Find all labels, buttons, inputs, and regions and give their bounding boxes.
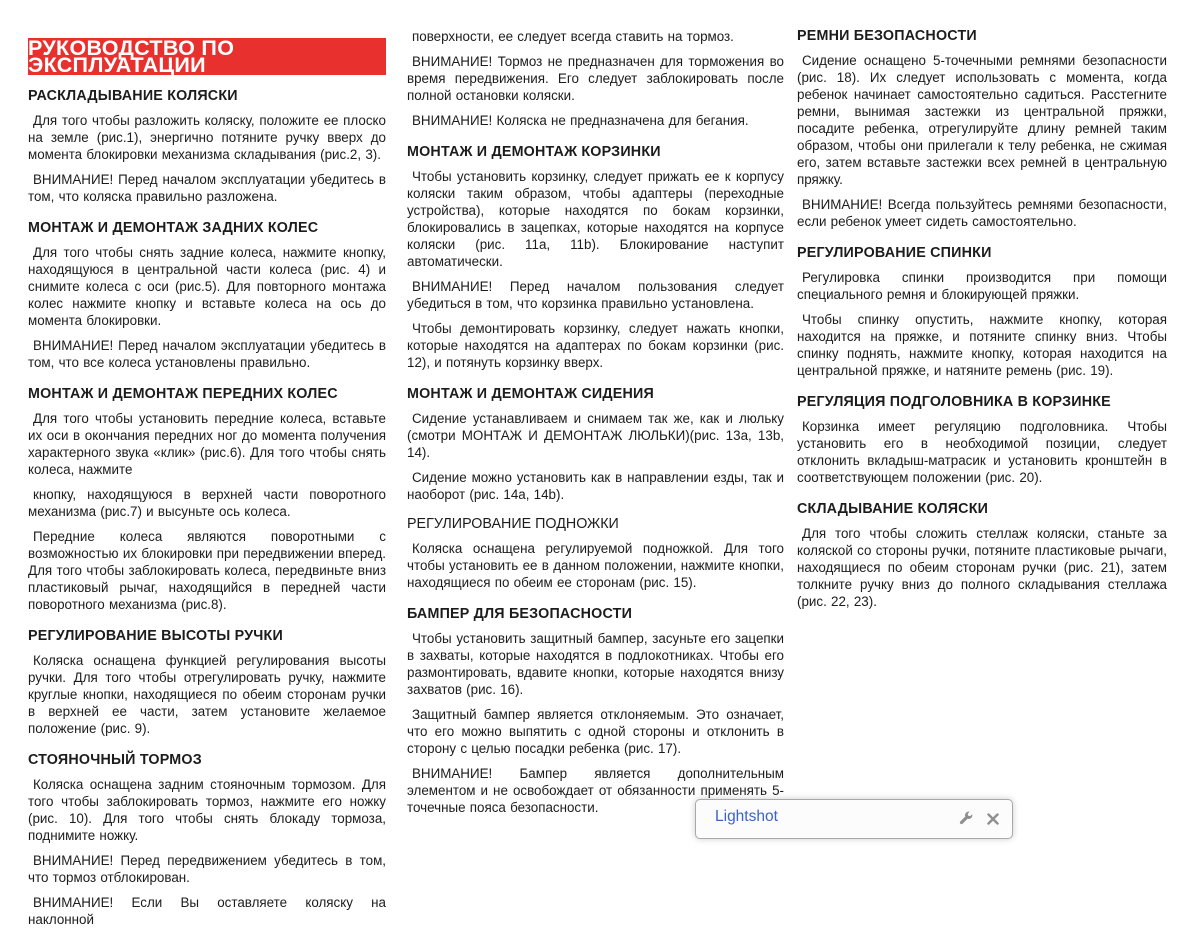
section-heading: РЕГУЛЯЦИЯ ПОДГОЛОВНИКА В КОРЗИНКЕ <box>797 394 1111 410</box>
section-heading: РЕМНИ БЕЗОПАСНОСТИ <box>797 28 977 44</box>
paragraph: ВНИМАНИЕ! Перед началом эксплуатации убедитесь в том, что коляска правильно разложена. <box>28 172 386 204</box>
paragraph: ВНИМАНИЕ! Всегда пользуйтесь ремнями безопасности, если ребенок умеет сидеть самостоятельно. <box>797 197 1167 229</box>
paragraph: Чтобы спинку опустить, нажмите кнопку, которая находится на пряжке, и потяните спинку вниз. Чтобы спинку поднять, нажмите кнопку, которая находится на центральной пряжке, и натяните ремень (рис. 19). <box>797 312 1167 378</box>
section-heading: РЕГУЛИРОВАНИЕ ВЫСОТЫ РУЧКИ <box>28 628 283 644</box>
paragraph: Сидение устанавливаем и снимаем так же, как и люльку (смотри МОНТАЖ И ДЕМОНТАЖ ЛЮЛЬКИ)(рис. 13a, 13b, 14). <box>407 411 784 460</box>
paragraph: ВНИМАНИЕ! Если Вы оставляете коляску на наклонной <box>28 895 386 927</box>
section-heading: МОНТАЖ И ДЕМОНТАЖ ПЕРЕДНИХ КОЛЕС <box>28 386 338 402</box>
paragraph: Для того чтобы разложить коляску, положите ее плоско на земле (рис.1), энергично потяните ручку вверх до момента блокировки механизма складывания (рис.2, 3). <box>28 113 386 162</box>
paragraph: ВНИМАНИЕ! Перед началом пользования следует убедиться в том, что корзинка правильно установлена. <box>407 279 784 311</box>
paragraph: Для того чтобы сложить стеллаж коляски, станьте за коляской со стороны ручки, потяните пластиковые рычаги, находящиеся по обеим сторонам ручки (рис. 21), затем толкните ручку вниз до полного складывания стеллажа (рис. 22, 23). <box>797 526 1167 609</box>
close-icon[interactable] <box>987 813 999 825</box>
lightshot-popup <box>695 799 1013 839</box>
section-heading: МОНТАЖ И ДЕМОНТАЖ КОРЗИНКИ <box>407 144 661 160</box>
paragraph: Сидение можно установить как в направлении езды, так и наоборот (рис. 14a, 14b). <box>407 470 784 502</box>
column-1 <box>28 35 386 936</box>
paragraph: Чтобы установить защитный бампер, засуньте его зацепки в захваты, которые находятся в подлокотниках. Чтобы его размонтировать, вдавите кнопки, которые находятся внизу захватов (рис. 16). <box>407 631 784 697</box>
paragraph: Регулировка спинки производится при помощи специального ремня и блокирующей пряжки. <box>797 270 1167 302</box>
paragraph: Сидение оснащено 5-точечными ремнями безопасности (рис. 18). Их следует использовать с момента, когда ребенок начинает самостоятельно садиться. Расстегните ремни, вынимая застежки из центральной пряжки, посадите ребенка, отрегулируйте длину ремней таким образом, чтобы они прилегали к телу ребенка, не сжимая его, затем вставьте застежки всех ремней в центральную пряжку. <box>797 53 1167 187</box>
paragraph: ВНИМАНИЕ! Коляска не предназначена для бегания. <box>412 113 749 128</box>
column-3 <box>797 28 1167 618</box>
column-1-blocks <box>28 88 386 928</box>
settings-wrench-icon[interactable] <box>959 811 974 826</box>
paragraph: поверхности, ее следует всегда ставить на тормоз. <box>412 29 734 44</box>
section-heading: РЕГУЛИРОВАНИЕ ПОДНОЖКИ <box>407 516 619 532</box>
paragraph: Коляска оснащена функцией регулирования высоты ручки. Для того чтобы отрегулировать ручку, нажмите круглые кнопки, находящиеся по обеим сторонам ручки в верхней ее части, затем установите желаемое положение (рис. 9). <box>28 653 386 736</box>
section-heading: БАМПЕР ДЛЯ БЕЗОПАСНОСТИ <box>407 606 633 622</box>
paragraph: Коляска оснащена задним стояночным тормозом. Для того чтобы заблокировать тормоз, нажмите его ножку (рис. 10). Для того чтобы снять блокаду тормоза, поднимите ножку. <box>28 777 386 843</box>
paragraph: ВНИМАНИЕ! Перед началом эксплуатации убедитесь в том, что все колеса установлены правильно. <box>28 338 386 370</box>
paragraph: Передние колеса являются поворотными с возможностью их блокировки при передвижении вперед. Для того чтобы заблокировать колеса, передвиньте вниз пластиковый рычаг, находящийся в передней части поворотного механизма (рис.8). <box>28 529 386 612</box>
paragraph: Чтобы установить корзинку, следует прижать ее к корпусу коляски таким образом, чтобы адаптеры (переходные устройства), которые находятся по бокам корзинки, блокировались в зацепках, которые находятся на корпусе коляски (рис. 11a, 11b). Блокирование наступит автоматически. <box>407 169 784 269</box>
lightshot-title-link[interactable]: Lightshot <box>715 808 778 825</box>
paragraph: Для того чтобы установить передние колеса, вставьте их оси в окончания передних ног до момента получения характерного звука «клик» (рис.6). Для того чтобы снять колеса, нажмите <box>28 411 386 477</box>
manual-title-banner: РУКОВОДСТВО ПО ЭКСПЛУАТАЦИИ <box>28 38 386 75</box>
paragraph: Корзинка имеет регуляцию подголовника. Чтобы установить его в необходимой позиции, следует отклонить вкладыш-матрасик и установить кронштейн в соответствующем положении (рис. 20). <box>797 419 1167 485</box>
paragraph: Чтобы демонтировать корзинку, следует нажать кнопки, которые находятся на адаптерах по бокам корзинки (рис. 12), и потянуть корзинку вверх. <box>407 321 784 370</box>
column-3-blocks <box>797 28 1167 610</box>
section-heading: РАСКЛАДЫВАНИЕ КОЛЯСКИ <box>28 88 238 104</box>
paragraph: Для того чтобы снять задние колеса, нажмите кнопку, находящуюся в центральной части колеса (рис. 4) и снимите колеса с оси (рис.5). Для повторного монтажа колес нажмите кнопку и вставьте колеса на ось до момента блокировки. <box>28 245 386 328</box>
paragraph: Защитный бампер является отклоняемым. Это означает, что его можно выпятить с одной стороны и отклонить в сторону с целью посадки ребенка (рис. 17). <box>407 707 784 756</box>
section-heading: СТОЯНОЧНЫЙ ТОРМОЗ <box>28 752 202 768</box>
section-heading: МОНТАЖ И ДЕМОНТАЖ ЗАДНИХ КОЛЕС <box>28 220 319 236</box>
paragraph: ВНИМАНИЕ! Тормоз не предназначен для торможения во время передвижения. Его следует заблокировать после полной остановки коляски. <box>407 54 784 103</box>
paragraph: кнопку, находящуюся в верхней части поворотного механизма (рис.7) и высуньте ось колеса. <box>28 487 386 519</box>
column-2-blocks <box>407 28 784 816</box>
paragraph: Коляска оснащена регулируемой подножкой. Для того чтобы установить ее в данном положении, нажмите кнопки, находящиеся по обеим ее сторонам (рис. 15). <box>407 541 784 590</box>
column-2 <box>407 28 784 824</box>
section-heading: МОНТАЖ И ДЕМОНТАЖ СИДЕНИЯ <box>407 386 654 402</box>
paragraph: ВНИМАНИЕ! Перед передвижением убедитесь в том, что тормоз отблокирован. <box>28 853 386 885</box>
section-heading: СКЛАДЫВАНИЕ КОЛЯСКИ <box>797 501 989 517</box>
lightshot-popup-controls <box>959 811 999 826</box>
section-heading: РЕГУЛИРОВАНИЕ СПИНКИ <box>797 245 992 261</box>
paragraph: ВНИМАНИЕ! Бампер является дополнительным элементом и не освобождает от обязанности применять 5-точечные пояса безопасности. <box>407 766 784 815</box>
